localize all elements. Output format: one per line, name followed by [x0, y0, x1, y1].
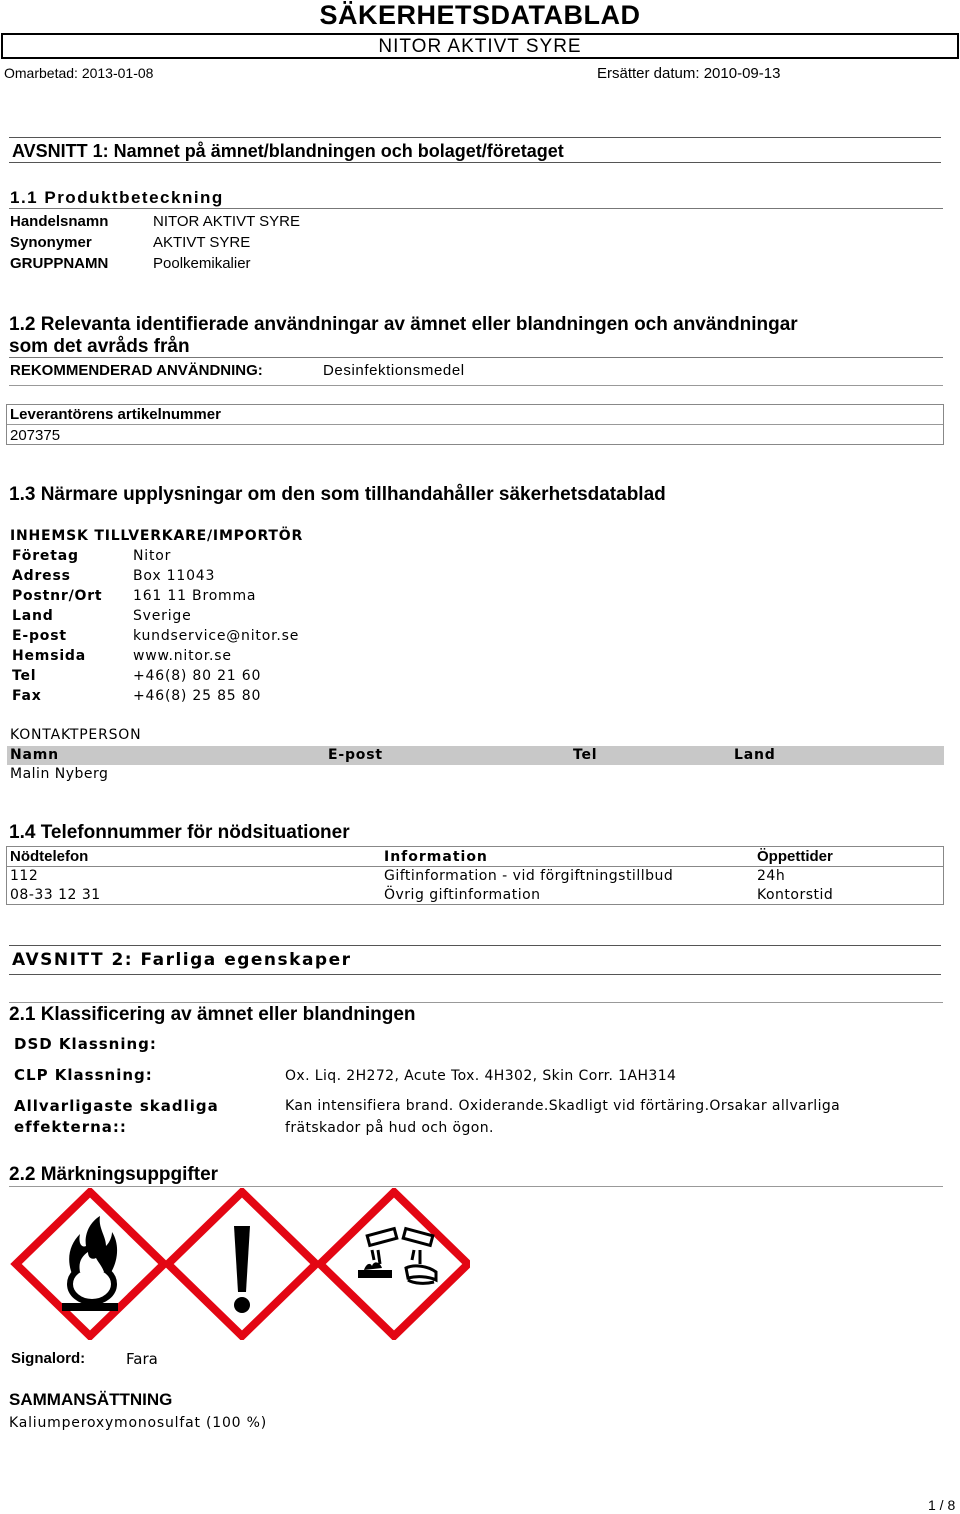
section1-heading: AVSNITT 1: Namnet på ämnet/blandningen och bolaget/företaget: [12, 141, 564, 161]
divider: [9, 208, 943, 209]
list-item: Handelsnamn: [10, 213, 109, 230]
article-number-value: 207375: [10, 427, 61, 444]
divider: [9, 162, 941, 163]
list-item: Tel: [12, 668, 37, 684]
section2-heading: AVSNITT 2: Farliga egenskaper: [12, 950, 352, 970]
article-number-label: Leverantörens artikelnummer: [10, 406, 221, 423]
clp-value: Ox. Liq. 2H272, Acute Tox. 4H302, Skin Corr. 1AH314: [285, 1068, 677, 1084]
column-header: Öppettider: [757, 848, 833, 865]
table-cell: Övrig giftinformation: [384, 887, 541, 903]
hazard-value-line1: Kan intensifiera brand. Oxiderande.Skadligt vid förtäring.Orsakar allvarliga: [285, 1098, 841, 1114]
column-header: Namn: [10, 747, 59, 763]
divider: [9, 385, 943, 386]
postcode-value: 161 11 Bromma: [133, 588, 257, 604]
trade-name-value: NITOR AKTIVT SYRE: [153, 213, 300, 230]
revised-date: [4, 65, 153, 81]
list-item: Postnr/Ort: [12, 588, 103, 604]
column-header: E-post: [328, 747, 383, 763]
list-item: Adress: [12, 568, 71, 584]
divider: [7, 866, 943, 867]
section-1-2-heading-line2: som det avråds från: [9, 336, 190, 357]
section-1-1-heading: 1.1 Produktbeteckning: [10, 188, 224, 207]
column-header: Tel: [573, 747, 598, 763]
synonym-value: AKTIVT SYRE: [153, 234, 251, 251]
group-name-value: Poolkemikalier: [153, 255, 251, 272]
signal-word-value: Fara: [126, 1350, 158, 1368]
column-header: Land: [734, 747, 776, 763]
list-item: Synonymer: [10, 234, 92, 251]
replaces-label: Ersätter datum:: [597, 65, 700, 82]
section-1-3-heading: 1.3 Närmare upplysningar om den som tillhandahåller säkerhetsdatablad: [9, 484, 666, 505]
list-item: Land: [12, 608, 54, 624]
table-cell: 112: [10, 868, 39, 884]
table-cell: 08-33 12 31: [10, 887, 101, 903]
hazard-value-line2: frätskador på hud och ögon.: [285, 1120, 494, 1136]
section-1-2-heading-line1: 1.2 Relevanta identifierade användningar av ämnet eller blandningen och användningar: [9, 314, 798, 335]
revised-label: Omarbetad:: [4, 65, 78, 81]
list-item: Fax: [12, 688, 42, 704]
list-item: E-post: [12, 628, 67, 644]
table-cell: 24h: [757, 868, 786, 884]
product-name: NITOR AKTIVT SYRE: [378, 36, 582, 57]
website-link[interactable]: www.nitor.se: [133, 648, 232, 664]
dsd-label: DSD Klassning:: [14, 1035, 157, 1053]
divider: [9, 974, 941, 975]
section-2-1-heading: 2.1 Klassificering av ämnet eller blandningen: [9, 1004, 416, 1025]
list-item: Hemsida: [12, 648, 87, 664]
column-header: Information: [384, 849, 488, 865]
list-item: Företag: [12, 548, 79, 564]
list-item: GRUPPNAMN: [10, 255, 109, 272]
recommended-use-label: REKOMMENDERAD ANVÄNDNING:: [10, 362, 263, 379]
company-value: Nitor: [133, 548, 172, 564]
divider: [9, 357, 943, 358]
hazard-label-line1: Allvarligaste skadliga: [14, 1097, 219, 1115]
page-number: 1 / 8: [928, 1497, 956, 1513]
replaces-value: 2010-09-13: [703, 65, 781, 82]
replaces-date: [597, 65, 780, 82]
divider: [7, 424, 943, 425]
contact-name: Malin Nyberg: [10, 766, 109, 782]
composition-heading: SAMMANSÄTTNING: [9, 1390, 173, 1409]
table-cell: Kontorstid: [757, 887, 834, 903]
table-cell: Giftinformation - vid förgiftningstillbud: [384, 868, 674, 884]
flame-over-circle-icon: [16, 1192, 164, 1336]
fax-value: +46(8) 25 85 80: [133, 688, 262, 704]
clp-label: CLP Klassning:: [14, 1066, 153, 1084]
country-value: Sverige: [133, 608, 192, 624]
contact-table-header: [7, 746, 944, 765]
composition-value: Kaliumperoxymonosulfat (100 %): [9, 1415, 268, 1431]
recommended-use-value: Desinfektionsmedel: [323, 362, 465, 379]
corrosion-icon: [320, 1192, 468, 1336]
revised-value: 2013-01-08: [81, 65, 154, 81]
section-2-2-heading: 2.2 Märkningsuppgifter: [9, 1164, 219, 1185]
divider: [9, 1186, 943, 1187]
contact-heading: KONTAKTPERSON: [10, 727, 142, 743]
divider: [9, 1002, 943, 1003]
hazard-label-line2: effekterna::: [14, 1118, 127, 1136]
document-title: SÄKERHETSDATABLAD: [319, 0, 641, 30]
divider: [9, 137, 941, 138]
column-header: Nödtelefon: [10, 848, 89, 865]
section-1-4-heading: 1.4 Telefonnummer för nödsituationer: [9, 822, 350, 843]
divider: [9, 945, 941, 946]
signal-word-label: Signalord:: [11, 1350, 86, 1367]
manufacturer-heading: INHEMSK TILLVERKARE/IMPORTÖR: [10, 528, 304, 544]
ghs-pictograms: [10, 1188, 470, 1340]
email-link[interactable]: kundservice@nitor.se: [133, 628, 300, 644]
exclamation-mark-icon: [168, 1192, 316, 1336]
address-value: Box 11043: [133, 568, 216, 584]
phone-value: +46(8) 80 21 60: [133, 668, 262, 684]
